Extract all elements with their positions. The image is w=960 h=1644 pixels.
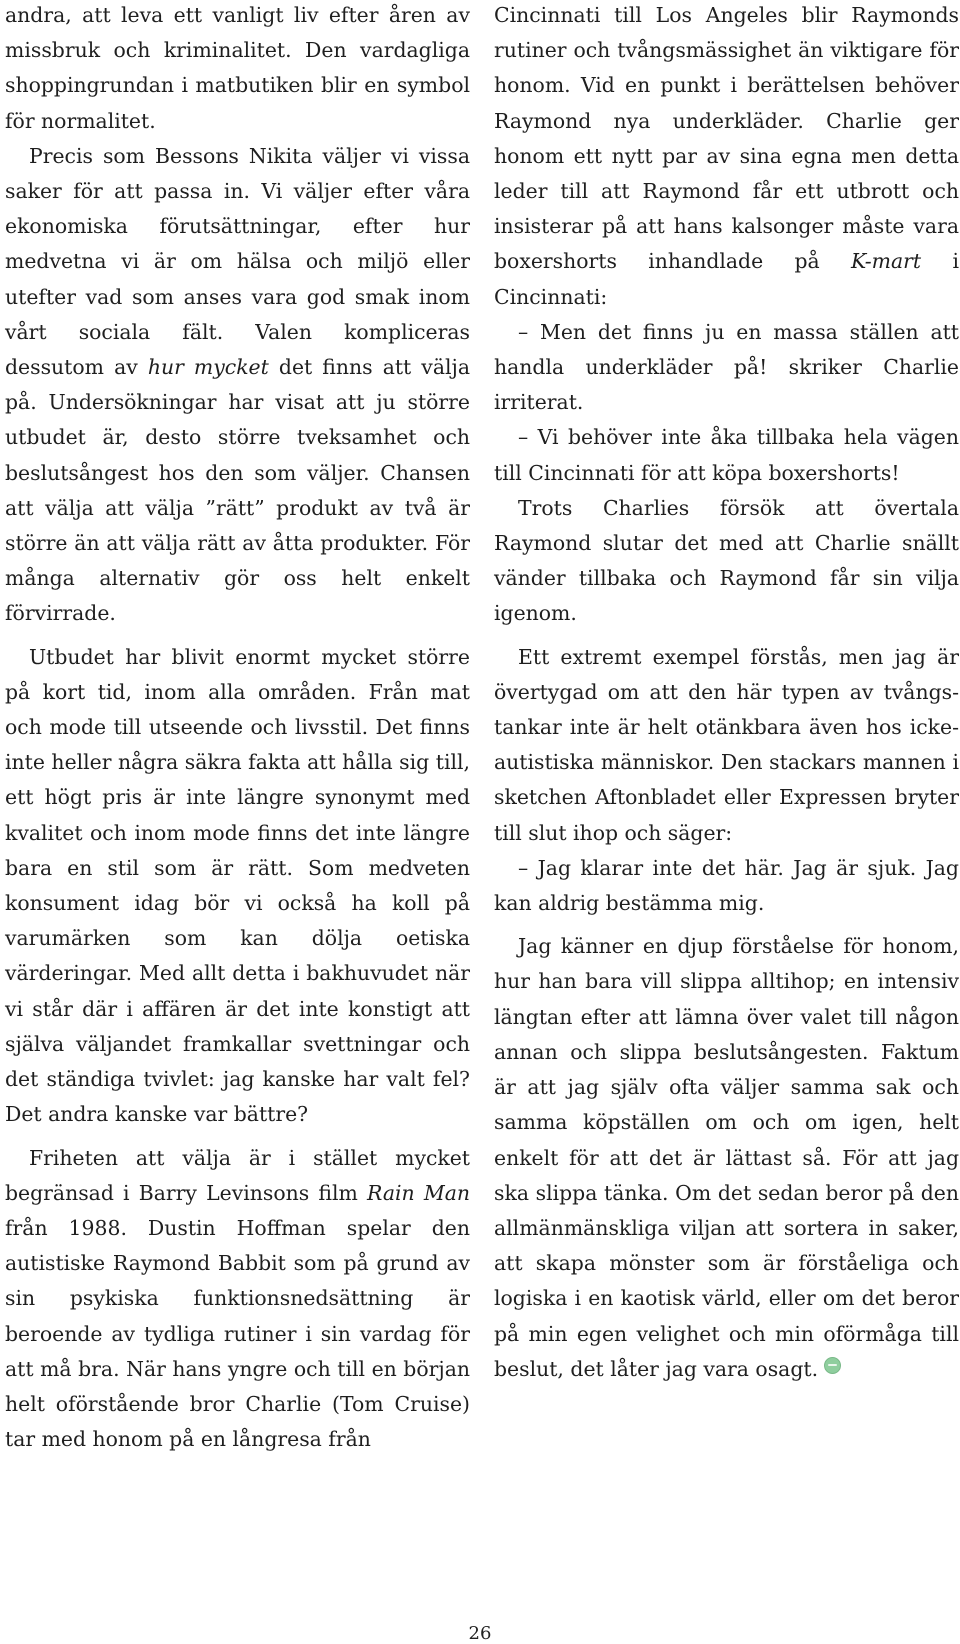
left-paragraph-4-text-b: från 1988. Dustin Hoffman spelar den autistiske Raymond Babbit som på grund av sin psykiska funktionsnedsättning är beroende av tydliga rutiner i sin vardag för att må bra. När hans yngre och till en början helt oförstående bror Charlie (Tom Cruise) tar med honom på en långresa från — [5, 1215, 470, 1452]
right-paragraph-2 — [494, 315, 959, 421]
right-paragraph-1-text-b: i Cincinnati: — [494, 249, 959, 309]
left-paragraph-3-text: Utbudet har blivit enormt mycket större på kort tid, inom alla områden. Från mat och mode till utseende och livsstil. Det finns inte heller några säkra fakta att hålla sig till, ett högt pris är inte längre synonymt med kvalitet och inom mode finns det inte längre bara en stil som är rätt. Som medveten konsument idag bör vi också ha koll på varumärken som kan dölja oetiska värderingar. Med allt detta i bakhuvudet när vi står där i affären är det inte konstigt att själva väljandet framkallar svettningar och det ständiga tvivlet: jag kanske har valt fel? Det andra kanske var bättre? — [5, 644, 470, 1127]
right-paragraph-7 — [494, 929, 959, 1387]
right-paragraph-2-text: – Men det finns ju en massa ställen att handla underkläder på! skriker Charlie irriterat. — [494, 319, 959, 415]
left-paragraph-2-emphasis: hur mycket — [147, 355, 269, 380]
right-paragraph-1-text-a: Cincinnati till Los Angeles blir Raymonds rutiner och tvångsmässighet än viktigare för honom. Vid en punkt i berättelsen behöver Raymond nya underkläder. Charlie ger honom ett nytt par av sina egna men detta leder till att Raymond får ett utbrott och insisterar på att hans kalsonger måste vara boxershorts inhandlade på — [494, 3, 959, 274]
right-paragraph-1-store-name: K-mart — [851, 249, 922, 274]
left-paragraph-4-film-title: Rain Man — [367, 1180, 471, 1205]
right-column — [494, 0, 959, 1387]
left-paragraph-3 — [5, 640, 470, 1133]
left-paragraph-2-text-b: det finns att välja på. Undersökningar har visat att ju större utbudet är, desto större tveksamhet och beslutsångest hos den som väljer. Chansen att välja att välja ”rätt” produkt av två är större än att välja rätt av åtta produkter. För många alternativ gör oss helt enkelt förvirrade. — [5, 355, 470, 626]
page-number: 26 — [468, 1623, 492, 1644]
left-paragraph-4 — [5, 1141, 470, 1458]
left-paragraph-1-text: andra, att leva ett vanligt liv efter åren av missbruk och kriminalitet. Den vardagliga shoppingrundan i matbutiken blir en symbol för normalitet. — [5, 3, 470, 133]
left-paragraph-2 — [5, 139, 470, 632]
right-paragraph-1 — [494, 0, 959, 315]
right-paragraph-5 — [494, 640, 959, 851]
right-paragraph-4 — [494, 491, 959, 632]
left-paragraph-4-text-a: Friheten att välja är i stället mycket begränsad i Barry Levinsons film — [5, 1145, 470, 1205]
left-paragraph-2-text-a: Precis som Bessons Nikita väljer vi vissa saker för att passa in. Vi väljer efter våra ekonomiska förutsättningar, efter hur medvetna vi är om hälsa och miljö eller utefter vad som anses vara god smak inom vårt sociala fält. Valen kompliceras dessutom av — [5, 143, 470, 380]
right-paragraph-4-text: Trots Charlies försök att övertala Raymond slutar det med att Charlie snällt vänder tillbaka och Raymond får sin vilja igenom. — [494, 495, 959, 626]
left-column — [5, 0, 470, 1457]
right-paragraph-5-text: Ett extremt exempel förstås, men jag är övertygad om att den här typen av tvångstankar inte är helt otänkbara även hos icke-autistiska människor. Den stackars mannen i sketchen Aftonbladet eller Expressen bryter till slut ihop och säger: — [494, 644, 959, 845]
right-paragraph-6-text: – Jag klarar inte det här. Jag är sjuk. Jag kan aldrig bestämma mig. — [494, 855, 959, 916]
right-paragraph-3 — [494, 420, 959, 490]
right-paragraph-3-text: – Vi behöver inte åka tillbaka hela vägen till Cincinnati för att köpa boxershorts! — [494, 425, 959, 485]
left-paragraph-1 — [5, 0, 470, 139]
end-of-article-dot-icon — [824, 1357, 841, 1374]
right-paragraph-6 — [494, 851, 959, 921]
right-paragraph-7-text: Jag känner en djup förståelse för honom, hur han bara vill slippa alltihop; en intensiv längtan efter att lämna över valet till någon annan och slippa beslutsångesten. Faktum är att jag själv ofta väljer samma sak och samma köpställen om och om igen, helt enkelt för att det är lättast så. För att jag ska slippa tänka. Om det sedan beror på den allmänmänskliga viljan att sortera in saker, att skapa mönster som är förståeliga och logiska i en kaotisk värld, eller om det beror på min egen velighet och min oförmåga till beslut, det låter jag vara osagt. — [494, 934, 959, 1381]
